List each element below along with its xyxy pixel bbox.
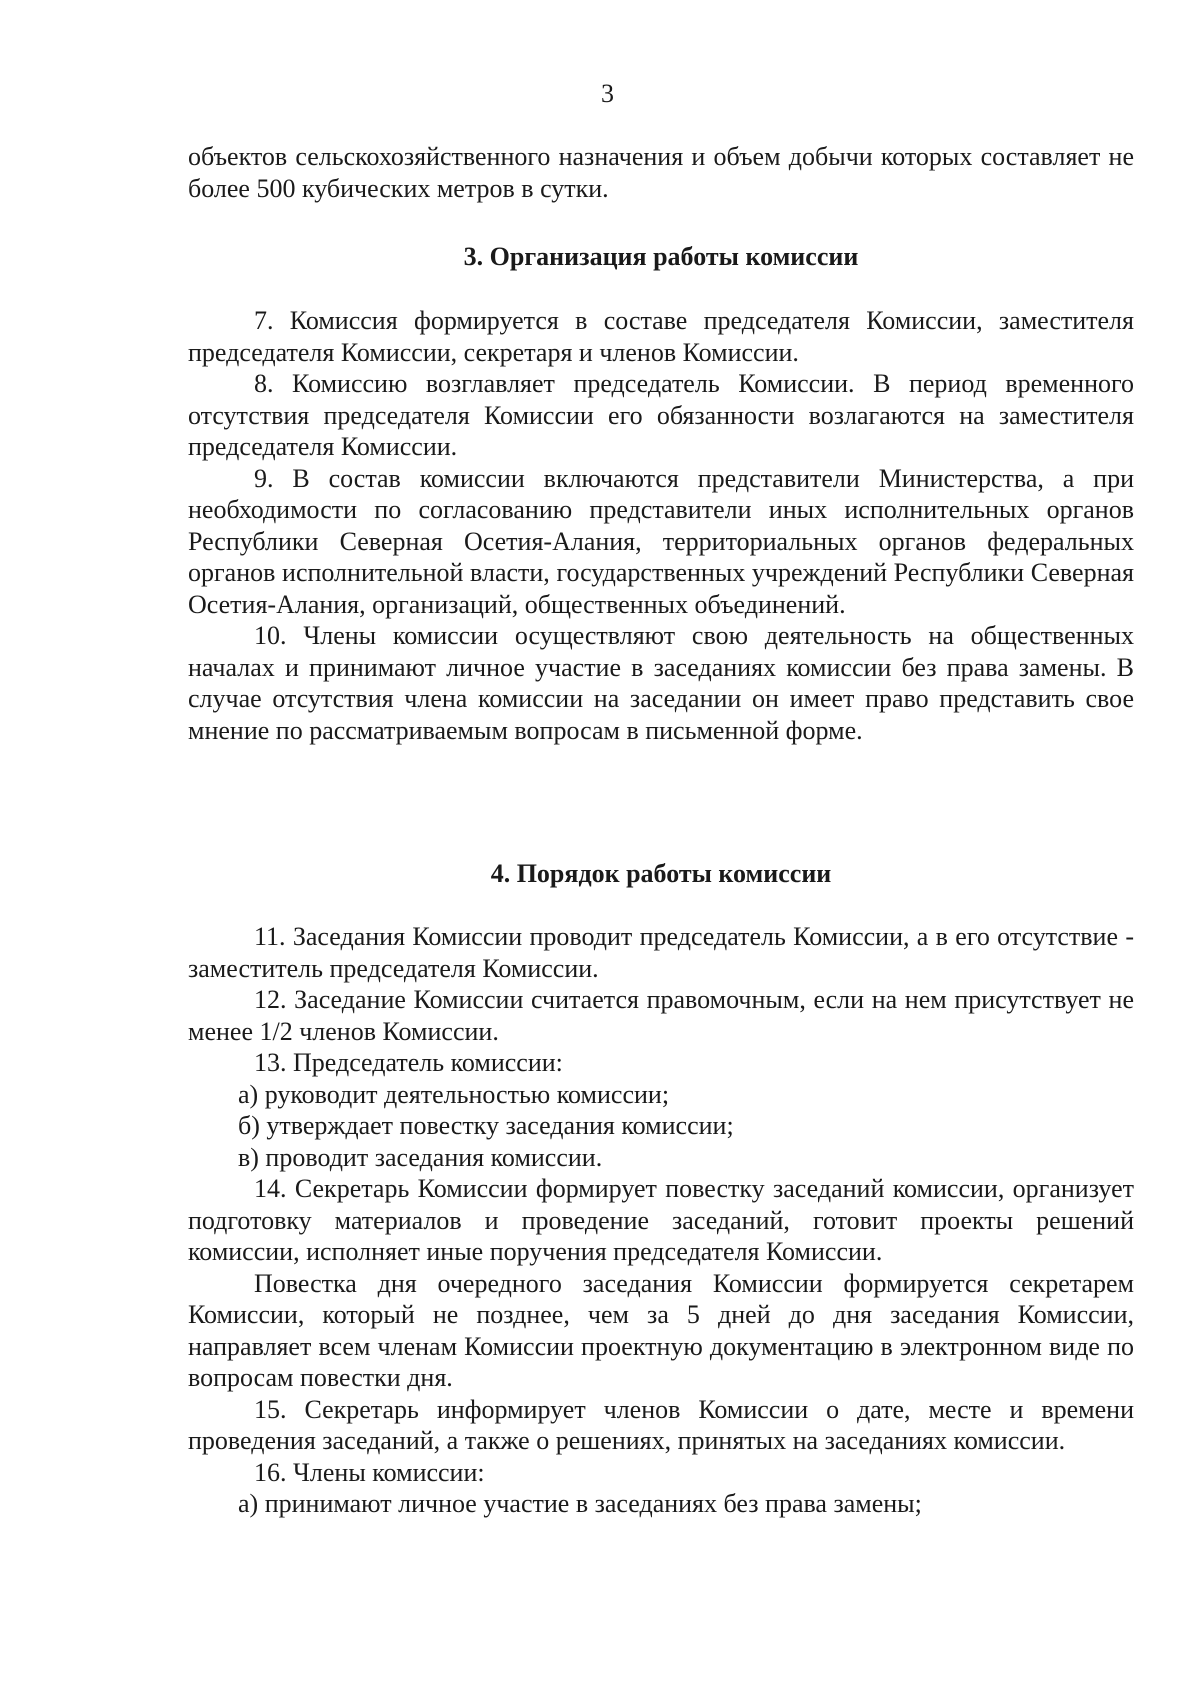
- paragraph-14: 14. Секретарь Комиссии формирует повестку заседаний комиссии, организует подготовку материалов и проведение заседаний, готовит проекты решений комиссии, исполняет иные поручения председателя Комиссии.: [188, 1174, 1134, 1266]
- section-3-heading: 3. Организация работы комиссии: [463, 242, 859, 271]
- paragraph-9: 9. В состав комиссии включаются представители Министерства, а при необходимости по согласованию представители иных исполнительных органов Республики Северная Осетия-Алания, территориальных органов федеральных органов исполнительной власти, государственных учреждений Республики Северная Осетия-Алания, организаций, общественных объединений.: [188, 463, 1134, 619]
- intro-block: [188, 141, 1134, 204]
- list-item: в) проводит заседания комиссии.: [238, 1142, 603, 1172]
- section-4-body: [188, 921, 1134, 1520]
- paragraph-12: 12. Заседание Комиссии считается правомочным, если на нем присутствует не менее 1/2 членов Комиссии.: [188, 985, 1134, 1046]
- paragraph-15: 15. Секретарь информирует членов Комиссии о дате, месте и времени проведения заседаний, а также о решениях, принятых на заседаниях комиссии.: [188, 1394, 1134, 1455]
- page-number: 3: [601, 79, 614, 108]
- section-3-body: [188, 305, 1134, 746]
- paragraph-13: 13. Председатель комиссии:: [254, 1048, 563, 1077]
- list-item: а) руководит деятельностью комиссии;: [238, 1079, 670, 1109]
- section-4-heading: 4. Порядок работы комиссии: [490, 859, 832, 888]
- paragraph-11: 11. Заседания Комиссии проводит председатель Комиссии, а в его отсутствие - заместитель председателя Комиссии.: [188, 922, 1134, 983]
- paragraph-14-continued: Повестка дня очередного заседания Комиссии формируется секретарем Комиссии, который не позднее, чем за 5 дней до дня заседания Комиссии, направляет всем членам Комиссии проектную документацию в электронном виде по вопросам повестки дня.: [188, 1268, 1134, 1392]
- list-item: а) принимают личное участие в заседаниях без права замены;: [238, 1489, 922, 1518]
- paragraph-16: 16. Члены комиссии:: [254, 1457, 485, 1487]
- paragraph-7: 7. Комиссия формируется в составе председателя Комиссии, заместителя председателя Комиссии, секретаря и членов Комиссии.: [188, 306, 1134, 367]
- intro-paragraph: объектов сельскохозяйственного назначения и объем добычи которых составляет не более 500 кубических метров в сутки.: [188, 142, 1134, 203]
- list-item: б) утверждает повестку заседания комиссии;: [238, 1111, 734, 1140]
- paragraph-10: 10. Члены комиссии осуществляют свою деятельность на общественных началах и принимают личное участие в заседаниях комиссии без права замены. В случае отсутствия члена комиссии на заседании он имеет право представить свое мнение по рассматриваемым вопросам в письменной форме.: [188, 621, 1134, 745]
- paragraph-8: 8. Комиссию возглавляет председатель Комиссии. В период временного отсутствия председателя Комиссии его обязанности возлагаются на заместителя председателя Комиссии.: [188, 369, 1134, 461]
